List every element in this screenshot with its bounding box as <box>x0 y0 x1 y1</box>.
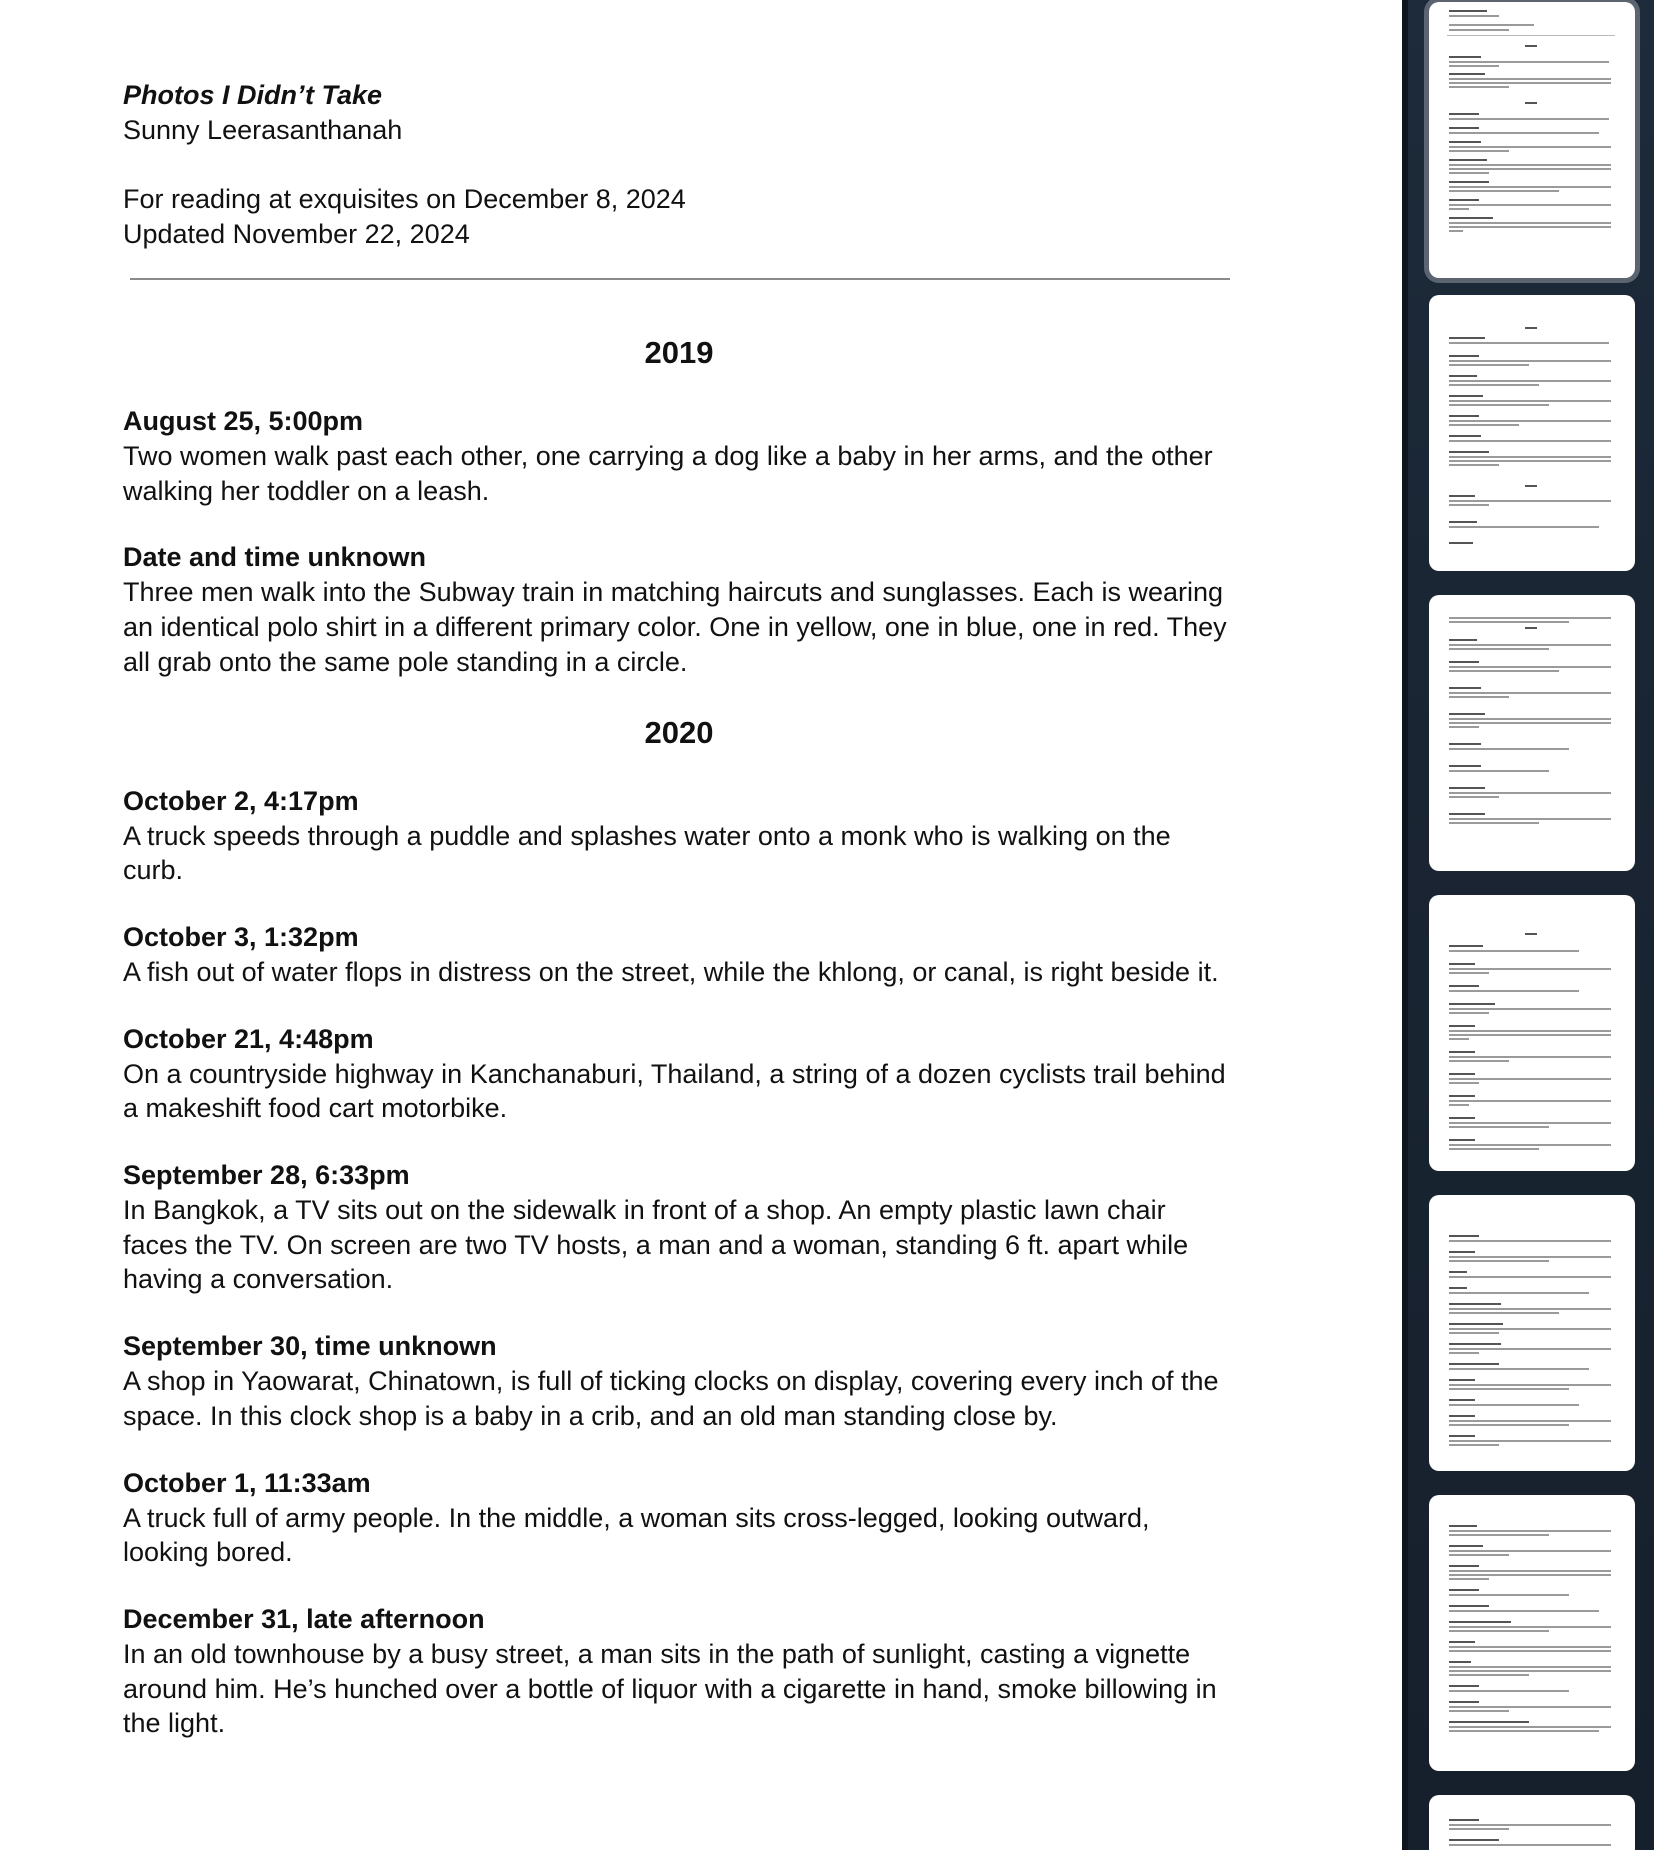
document-meta <box>123 182 1235 252</box>
page-thumbnail-1[interactable] <box>1429 2 1635 278</box>
entry-date: August 25, 5:00pm <box>123 406 364 436</box>
entry <box>123 1329 1235 1433</box>
entry-text: In an old townhouse by a busy street, a man sits in the path of sunlight, casting a vignette around him. He’s hunched over a bottle of liquor with a cigarette in hand, smoke billowing in the light. <box>123 1638 1217 1739</box>
entry-text: A fish out of water flops in distress on the street, while the khlong, or canal, is right beside it. <box>123 956 1219 987</box>
entry-text: A shop in Yaowarat, Chinatown, is full of ticking clocks on display, covering every inch of the space. In this clock shop is a baby in a crib, and an old man standing close by. <box>123 1366 1219 1431</box>
entry <box>123 1158 1235 1297</box>
entry-text: In Bangkok, a TV sits out on the sidewalk in front of a shop. An empty plastic lawn chair faces the TV. On screen are two TV hosts, a man and a woman, standing 6 ft. apart while having a conversation. <box>123 1195 1189 1295</box>
page-thumbnail-7[interactable] <box>1429 1795 1635 1850</box>
entry-date: September 28, 6:33pm <box>123 1160 410 1191</box>
page-thumbnail-2[interactable] <box>1429 295 1635 571</box>
reading-note: For reading at exquisites on December 8, 2024 <box>123 184 686 214</box>
horizontal-rule <box>130 278 1230 280</box>
entry-text: A truck full of army people. In the middle, a woman sits cross-legged, looking outward, looking bored. <box>123 1502 1150 1568</box>
entry-text: Two women walk past each other, one carrying a dog like a baby in her arms, and the other walking her toddler on a leash. <box>123 441 1213 506</box>
page-thumbnail-5[interactable] <box>1429 1195 1635 1471</box>
document-content <box>123 78 1235 1741</box>
entry-date: October 3, 1:32pm <box>123 921 359 952</box>
entry <box>123 1602 1235 1741</box>
page-thumbnail-3[interactable] <box>1429 595 1635 871</box>
entry-date: Date and time unknown <box>123 542 427 573</box>
year-heading: 2020 <box>644 714 714 750</box>
thumbnail-sidebar[interactable] <box>1402 0 1654 1850</box>
entry-date: October 2, 4:17pm <box>123 785 359 816</box>
entry-date: October 1, 11:33am <box>123 1467 371 1498</box>
sidebar-divider <box>1402 0 1408 1850</box>
document-title: Photos I Didn’t Take <box>123 80 383 110</box>
entry-text: On a countryside highway in Kanchanaburi, Thailand, a string of a dozen cyclists trail behind a makeshift food cart motorbike. <box>123 1058 1226 1124</box>
page-thumbnail-4[interactable] <box>1429 895 1635 1171</box>
entry <box>123 920 1235 990</box>
entry <box>123 404 1235 508</box>
section-2019 <box>123 334 1235 680</box>
entry <box>123 540 1235 679</box>
updated-date: Updated November 22, 2024 <box>123 219 470 249</box>
entry-date: October 21, 4:48pm <box>123 1023 374 1054</box>
year-heading: 2019 <box>644 335 714 370</box>
entry-text: A truck speeds through a puddle and splashes water onto a monk who is walking on the curb. <box>123 820 1171 886</box>
entry-date: September 30, time unknown <box>123 1331 497 1362</box>
entry-date: December 31, late afternoon <box>123 1603 485 1634</box>
entry <box>123 1022 1235 1126</box>
document-author: Sunny Leerasanthanah <box>123 115 403 145</box>
page-thumbnail-6[interactable] <box>1429 1495 1635 1771</box>
entry-text: Three men walk into the Subway train in matching haircuts and sunglasses. Each is wearing an identical polo shirt in a different primary color. One in yellow, one in blue, one in red. They all grab onto the same pole standing in a circle. <box>123 577 1227 677</box>
entry <box>123 1466 1235 1570</box>
entry <box>123 784 1235 888</box>
section-2020 <box>123 714 1235 1742</box>
